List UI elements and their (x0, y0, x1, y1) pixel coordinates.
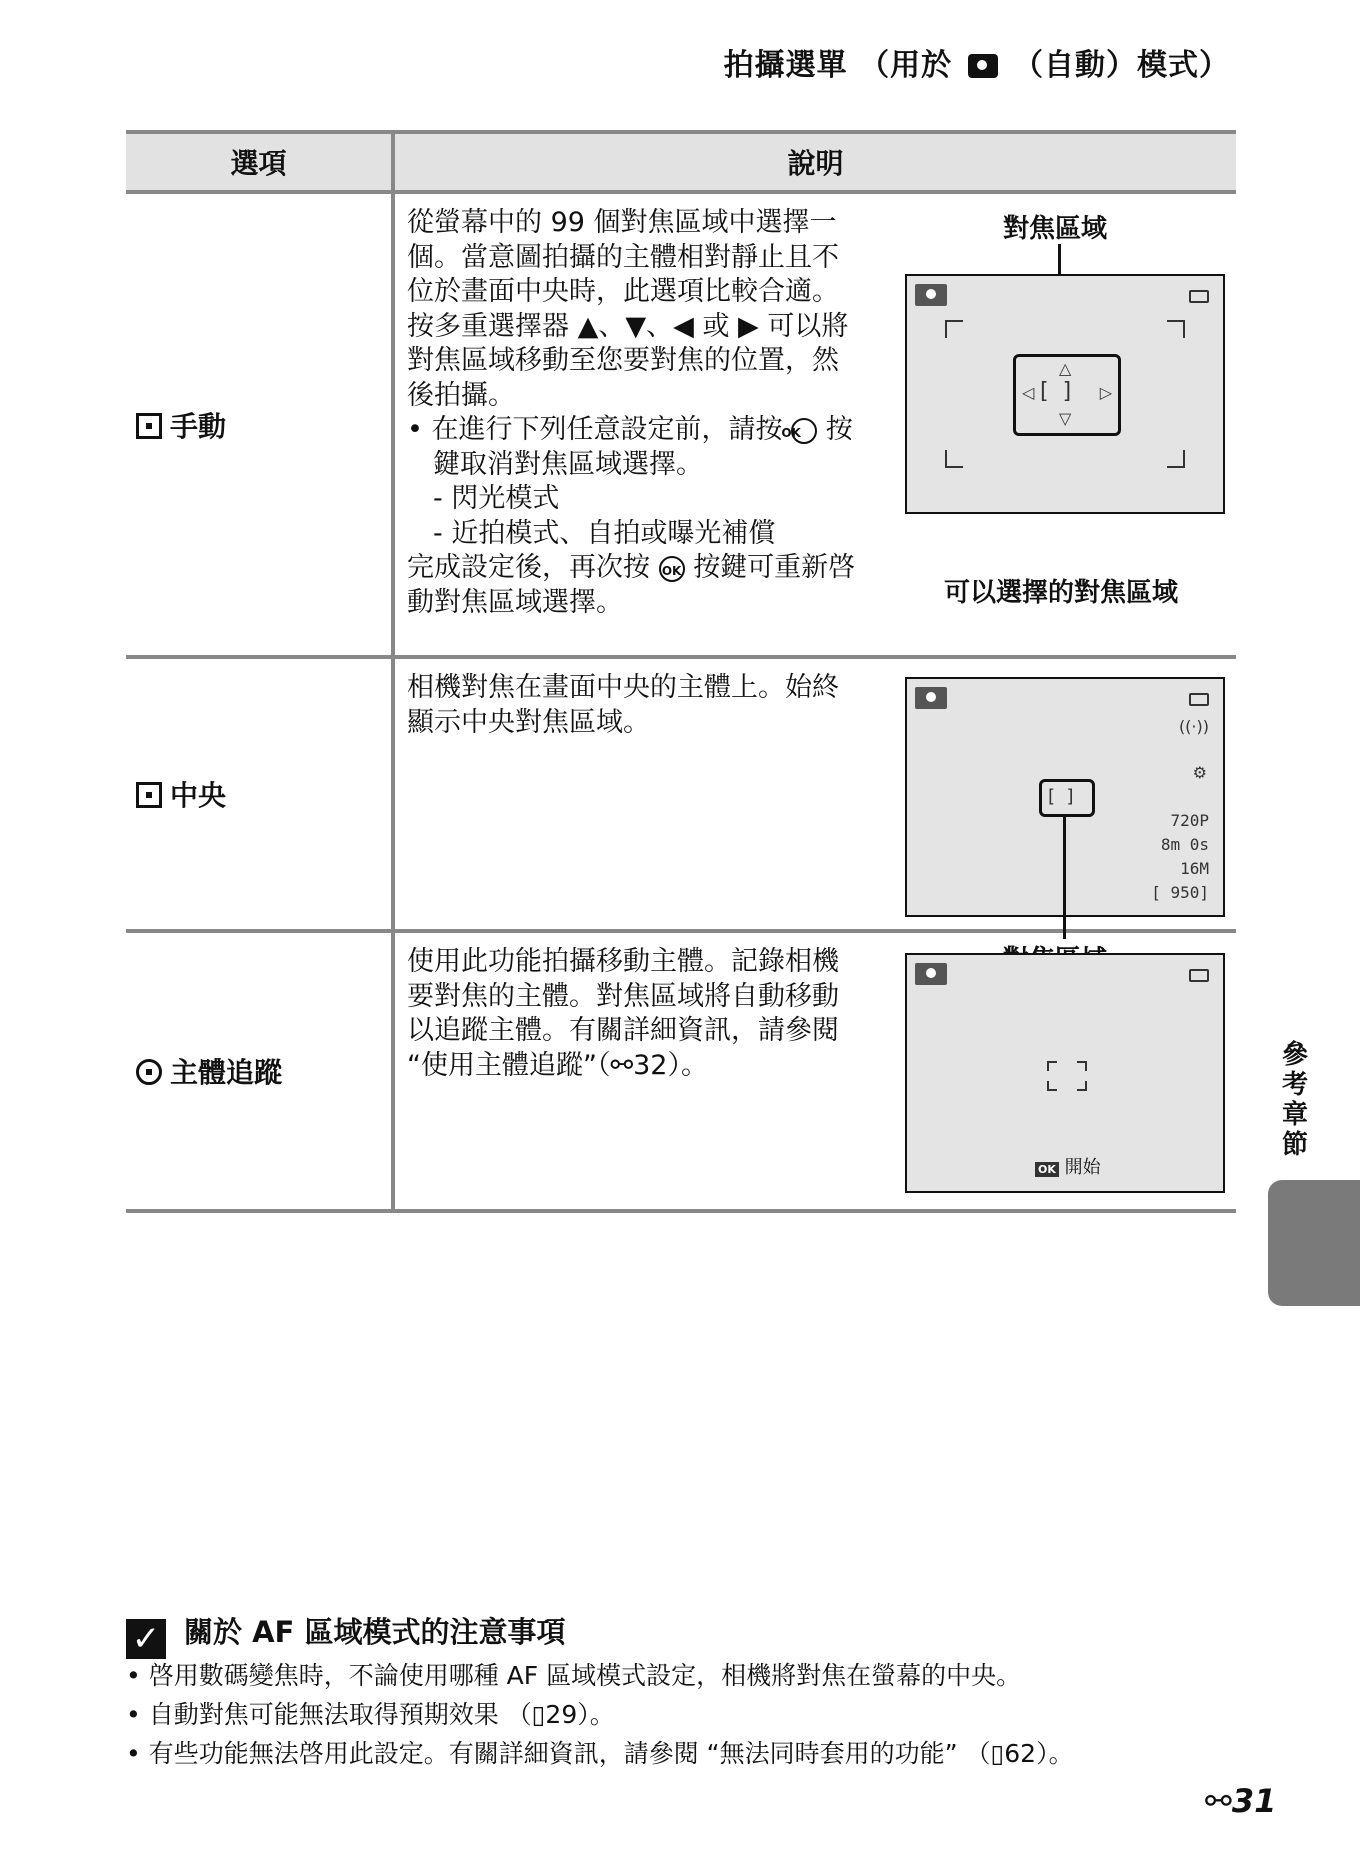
option-manual: 手動 (126, 192, 393, 657)
page-number: ⚯31 (1205, 1782, 1277, 1820)
vibration-reduction-icon: ((·)) (1178, 717, 1209, 736)
image-mode-label: 16M (1180, 859, 1209, 878)
paragraph: 使用此功能拍攝移動主體。記錄相機要對焦的主體。對焦區域將自動移動以追蹤主體。有關詳細資訊，請參閱 “使用主體追蹤”（⚯32）。 (407, 946, 839, 1081)
table-header-row (126, 132, 1236, 192)
list-item: • 有些功能無法啓用此設定。有關詳細資訊，請參閱 “無法同時套用的功能” （▯62）。 (126, 1734, 1256, 1773)
selected-focus-area (1013, 354, 1121, 436)
arrow-right-icon: ▷ (1099, 383, 1112, 402)
ok-button-icon: OK (659, 556, 685, 582)
note-list (126, 1656, 1256, 1773)
sub-item: - 閃光模式 (433, 483, 560, 514)
start-hint: OK 開始 (1035, 1153, 1101, 1179)
movie-mode-label: 720P (1170, 811, 1209, 830)
camera-icon (915, 284, 947, 306)
callout-selectable-area: 可以選擇的對焦區域 (944, 578, 1179, 608)
arrow-left-icon: ◁ (1022, 383, 1035, 402)
focus-corner-icon (945, 450, 963, 468)
movie-time-label: 8m 0s (1160, 835, 1209, 854)
side-tab (1268, 1180, 1360, 1306)
table-row (126, 657, 1236, 931)
camera-screen-tracking (905, 953, 1225, 1193)
option-subject-tracking: 主體追蹤 (126, 931, 393, 1211)
manual-af-icon (136, 413, 162, 439)
column-header-description: 說明 (393, 132, 1236, 192)
subject-tracking-icon (136, 1059, 162, 1085)
center-focus-area: [ ] (1039, 779, 1095, 817)
paragraph: 完成設定後，再次按 OK 按鍵可重新啓動對焦區域選擇。 (407, 552, 856, 618)
battery-icon (1189, 693, 1209, 706)
arrow-down-icon: ▽ (1059, 409, 1072, 428)
arrow-up-icon: △ (1059, 359, 1072, 378)
paragraph: 按多重選擇器 ▲、▼、◀ 或 ▶ 可以將對焦區域移動至您要對焦的位置，然後拍攝。 (407, 310, 849, 411)
title-after: （自動）模式） (1013, 48, 1230, 83)
list-item: • 啓用數碼變焦時，不論使用哪種 AF 區域模式設定，相機將對焦在螢幕的中央。 (126, 1656, 1256, 1695)
list-item: • 自動對焦可能無法取得預期效果 （▯29）。 (126, 1695, 1256, 1734)
ok-button-icon: OK (791, 418, 817, 444)
paragraph: 從螢幕中的 99 個對焦區域中選擇一個。當意圖拍攝的主體相對靜止且不位於畫面中央時，此選項比較合適。 (407, 207, 839, 307)
focus-corner-icon (1077, 1081, 1087, 1091)
exposures-remaining-label: [ 950] (1151, 883, 1209, 902)
description-manual (393, 192, 1236, 657)
table-row (126, 931, 1236, 1211)
column-header-option: 選項 (126, 132, 393, 192)
bullet-item: • 在進行下列任意設定前，請按 OK 按鍵取消對焦區域選擇。 (407, 414, 853, 480)
motion-detection-icon: ⚙ (1192, 763, 1207, 782)
camera-screen-manual (905, 274, 1225, 514)
check-icon: ✓ (126, 1619, 166, 1659)
description-center (393, 657, 1236, 931)
description-subject-tracking (393, 931, 1236, 1211)
camera-icon (915, 687, 947, 709)
focus-corner-icon (1167, 320, 1185, 338)
focus-corner-icon (945, 320, 963, 338)
title-before: 拍攝選單 （用於 (723, 48, 953, 83)
table-row (126, 192, 1236, 657)
page-title (724, 40, 1230, 84)
battery-icon (1189, 290, 1209, 303)
options-table (126, 130, 1236, 1213)
note-title: ✓ 關於 AF 區域模式的注意事項 (126, 1610, 565, 1659)
paragraph: 相機對焦在畫面中央的主體上。始終顯示中央對焦區域。 (407, 672, 839, 738)
side-section-label: 參考章節 (1281, 1040, 1308, 1160)
ok-button-icon: OK (1035, 1162, 1059, 1177)
callout-focus-area: 對焦區域 (1003, 214, 1108, 244)
sub-item: - 近拍模式、自拍或曝光補償 (433, 517, 776, 549)
camera-icon (915, 963, 947, 985)
option-center: 中央 (126, 657, 393, 931)
callout-line (1063, 815, 1066, 939)
focus-corner-icon (1167, 450, 1185, 468)
center-af-icon (136, 782, 162, 808)
focus-corner-icon (1077, 1061, 1087, 1071)
focus-corner-icon (1047, 1061, 1057, 1071)
focus-bracket-icon: [ ] (1040, 379, 1072, 404)
battery-icon (1189, 969, 1209, 982)
focus-corner-icon (1047, 1081, 1057, 1091)
camera-icon (968, 54, 998, 78)
